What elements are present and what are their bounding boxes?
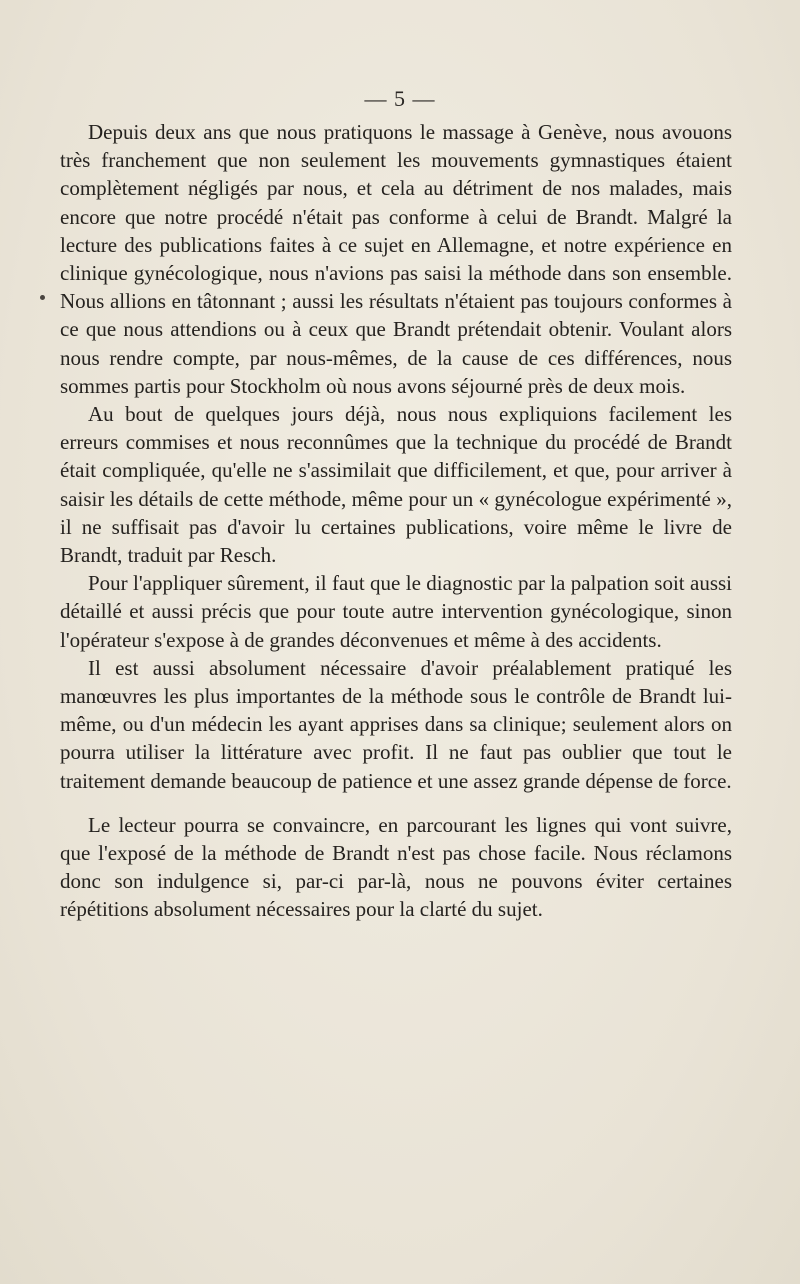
paragraph-5: Le lecteur pourra se convaincre, en parcourant les lignes qui vont suivre, que l'exposé de la méthode de Brandt n'est pas chose facile. Nous réclamons donc son indulgence si, par-ci par-là, nous ne pouvons éviter certaines répétitions absolument nécessaires pour la clarté du sujet. [60, 812, 732, 922]
paragraph-3: Pour l'appliquer sûrement, il faut que le diagnostic par la palpation soit aussi détaillé et aussi précis que pour toute autre intervention gynécologique, sinon l'opérateur s'expose à de grandes déconvenues et même à des accidents. [60, 571, 732, 652]
margin-dot-mark [40, 295, 45, 300]
body-text [60, 118, 732, 924]
paragraph-4: Il est aussi absolument nécessaire d'avoir préalablement pratiqué les manœuvres les plus importantes de la méthode sous le contrôle de Brandt lui-même, ou d'un médecin les ayant apprises dans sa clinique; seulement alors on pourra utiliser la littérature avec profit. Il ne faut pas oublier que tout le traitement demande beaucoup de patience et une assez grande dépense de force. [60, 655, 732, 793]
paragraph-1: Depuis deux ans que nous pratiquons le massage à Genève, nous avouons très franchement que non seulement les mouvements gymnastiques étaient complètement négligés par nous, et cela au détriment de nos malades, mais encore que notre procédé n'était pas conforme à celui de Brandt. Malgré la lecture des publications faites à ce sujet en Allemagne, et notre expérience en clinique gynécologique, nous n'avions pas saisi la méthode dans son ensemble. Nous allions en tâtonnant ; aussi les résultats n'étaient pas toujours conformes à ce que nous attendions ou à ceux que Brandt prétendait obtenir. Voulant alors nous rendre compte, par nous-mêmes, de la cause de ces différences, nous sommes partis pour Stockholm où nous avons séjourné près de deux mois. [60, 120, 732, 398]
page-number: — 5 — [364, 86, 436, 111]
paragraph-2: Au bout de quelques jours déjà, nous nous expliquions facilement les erreurs commises et nous reconnûmes que la technique du procédé de Brandt était compliquée, qu'elle ne s'assimilait que difficilement, et que, pour arriver à saisir les détails de cette méthode, même pour un « gynécologue expérimenté », il ne suffisait pas d'avoir lu certaines publications, voire même le livre de Brandt, traduit par Resch. [60, 402, 732, 568]
